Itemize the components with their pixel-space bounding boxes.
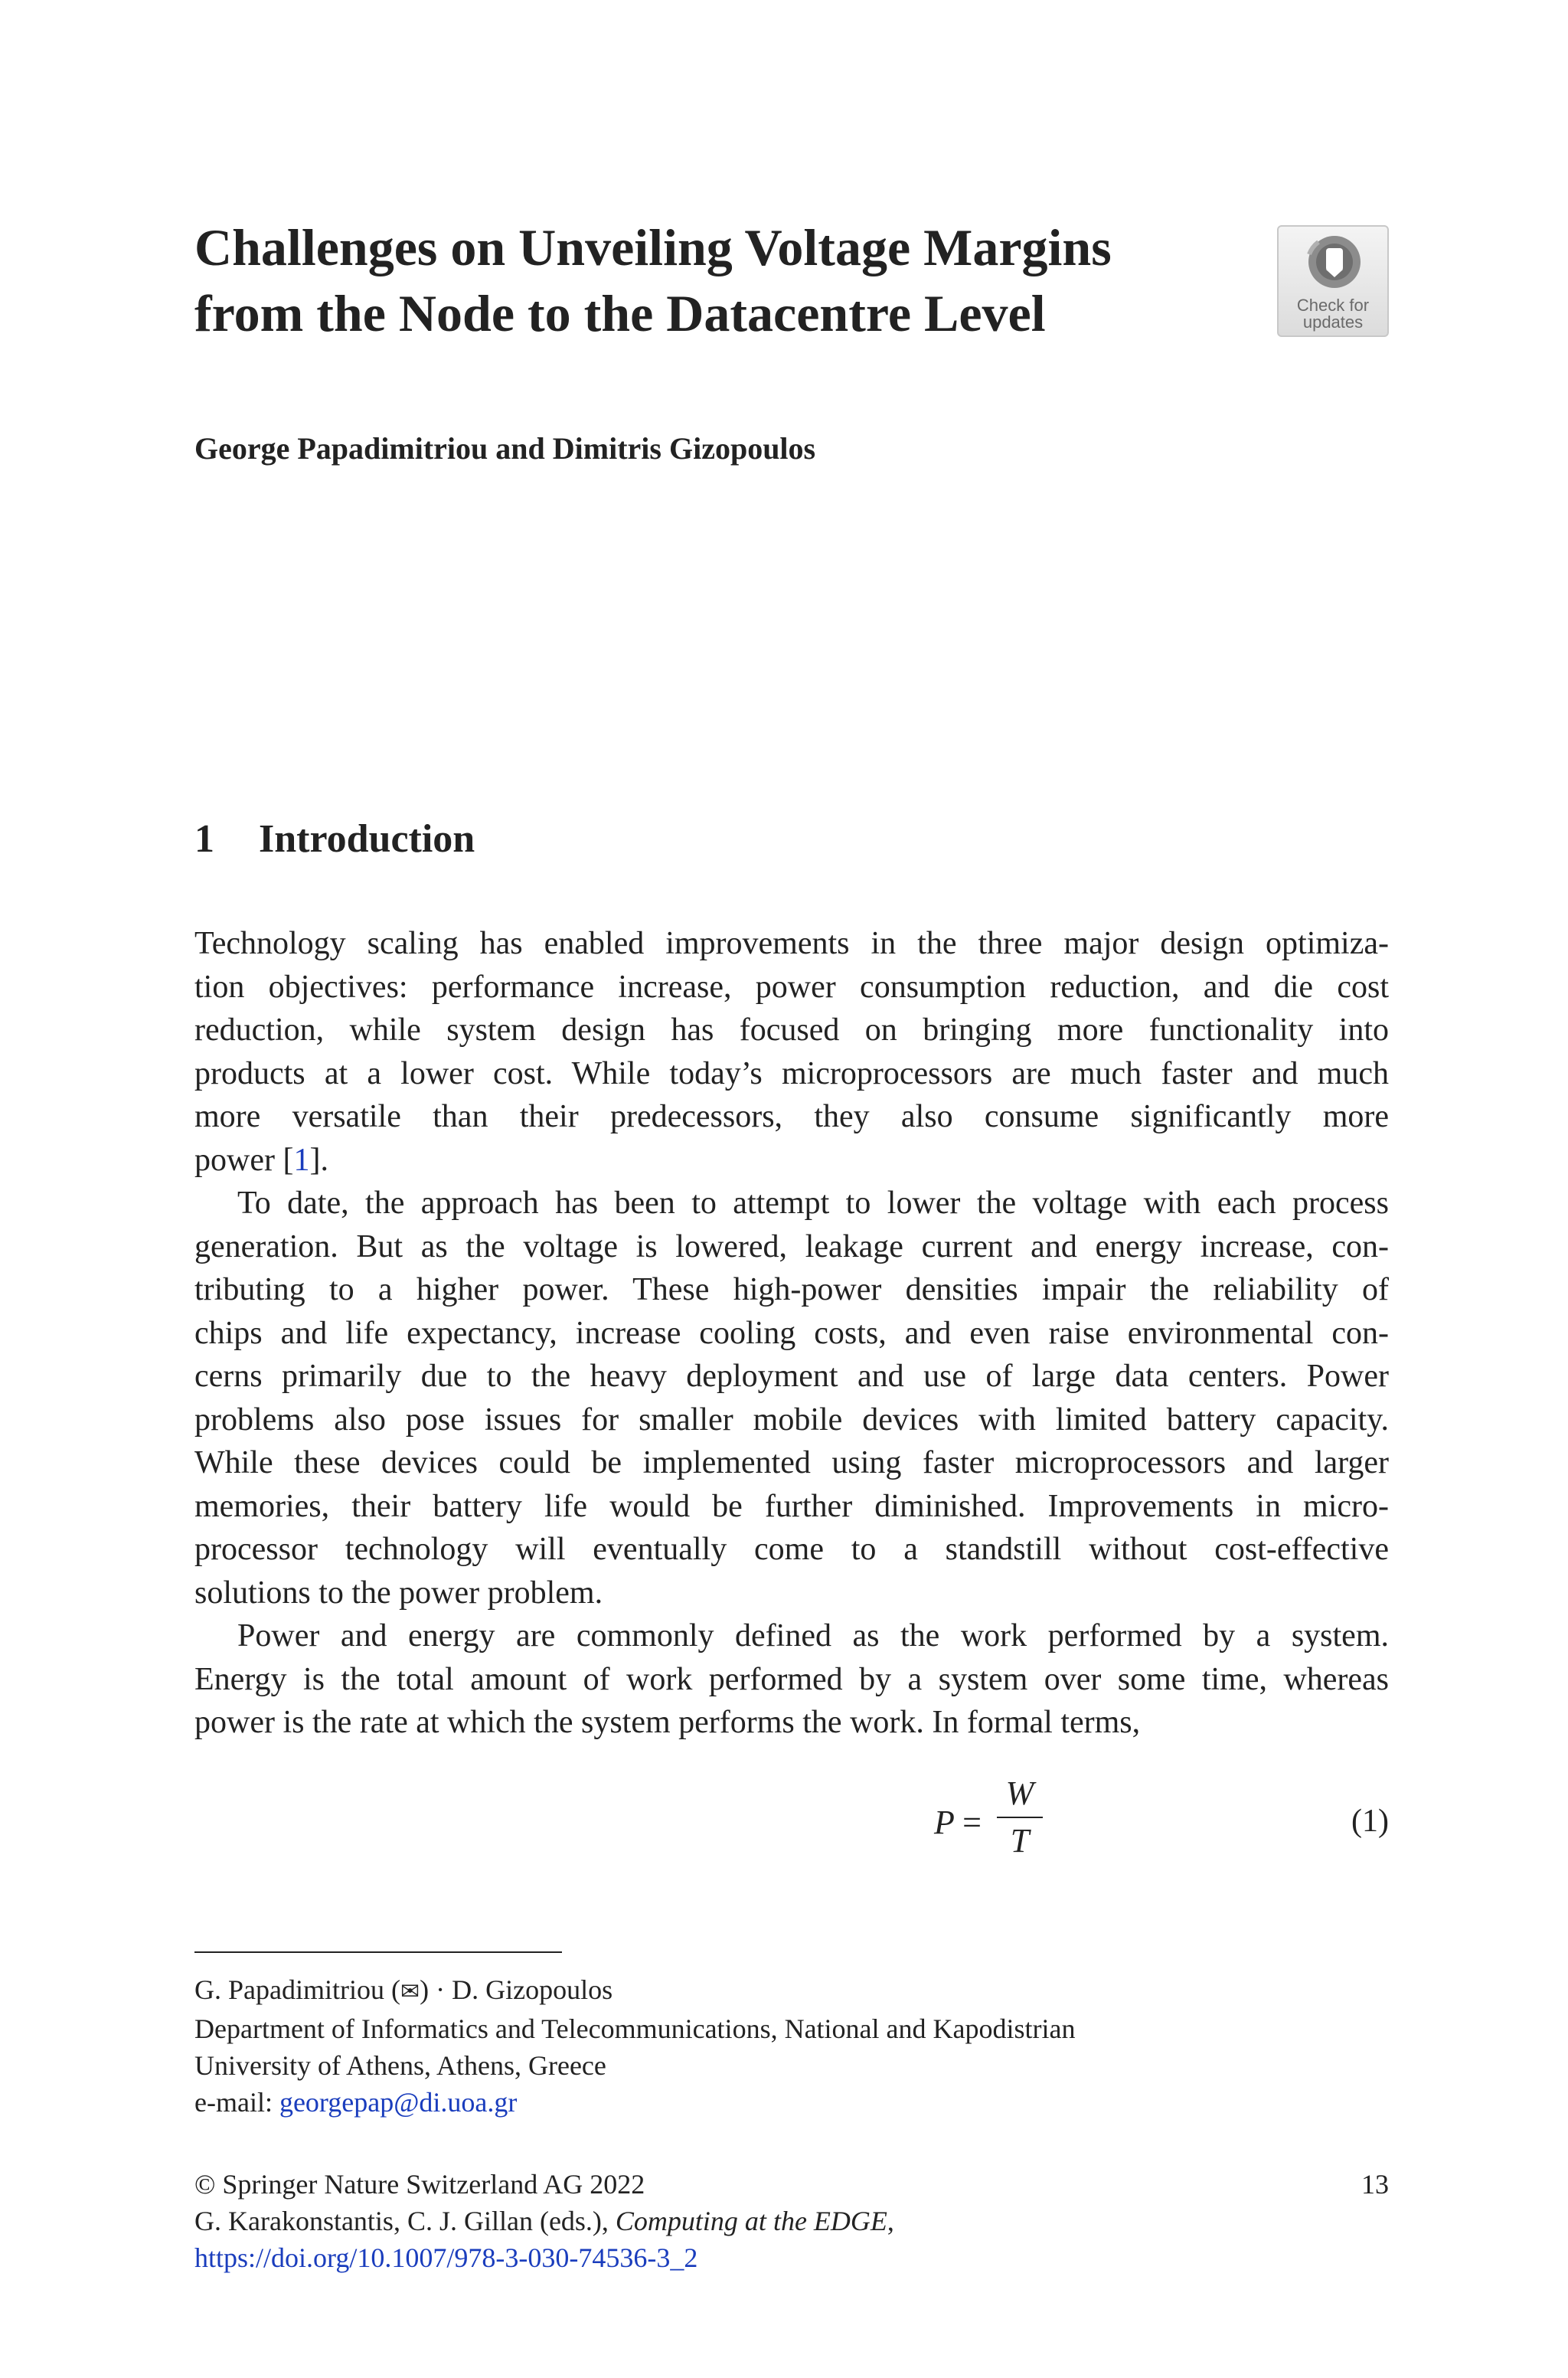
page-number: 13 (1361, 2169, 1389, 2200)
equation-fraction (997, 1774, 1043, 1861)
citation-suffix: , (887, 2206, 894, 2236)
footnote-email-row (194, 2084, 1075, 2121)
equation-number: (1) (1351, 1804, 1389, 1839)
footnote-names (194, 1971, 1075, 2010)
section-number: 1 (194, 817, 214, 861)
author-footnote (194, 1971, 1075, 2121)
paragraph-2-line: memories, their battery life would be further diminished. Improvements in micro- (194, 1488, 1389, 1524)
paragraph-1-line: products at a lower cost. While today’s microprocessors are much faster and much (194, 1055, 1389, 1091)
paragraph-1-line: reduction, while system design has focused on bringing more functionality into (194, 1012, 1389, 1048)
paragraph-1-line: more versatile than their predecessors, they also consume significantly more (194, 1099, 1389, 1134)
equation-numerator: W (1005, 1775, 1034, 1812)
copyright-block (194, 2166, 894, 2276)
footnote-names-suffix: ) · D. Gizopoulos (420, 1974, 613, 2005)
equation-denominator: T (1010, 1822, 1030, 1860)
paragraph-2-line: processor technology will eventually come to a standstill without cost-effective (194, 1532, 1389, 1567)
title-line-2: from the Node to the Datacentre Level (194, 284, 1046, 342)
paragraph-3-line: power is the rate at which the system performs the work. In formal terms, (194, 1705, 1141, 1740)
section-heading (194, 816, 475, 862)
body-text (194, 922, 1389, 1745)
title-line-1: Challenges on Unveiling Voltage Margins (194, 218, 1112, 276)
paragraph-1-last-line (194, 1139, 1389, 1182)
section-title: Introduction (259, 817, 475, 861)
paragraph-3-line: Energy is the total amount of work performed by a system over some time, whereas (194, 1661, 1389, 1697)
footnote-names-prefix: G. Papadimitriou ( (194, 1974, 400, 2005)
check-for-updates-badge[interactable] (1277, 225, 1389, 337)
envelope-icon: ✉ (400, 1978, 420, 2005)
authors: George Papadimitriou and Dimitris Gizopoulos (194, 431, 816, 466)
paragraph-2-line: problems also pose issues for smaller mobile devices with limited battery capacity. (194, 1402, 1389, 1438)
citation-editors: G. Karakonstantis, C. J. Gillan (eds.), (194, 2206, 616, 2236)
paper-title (194, 214, 1236, 346)
paragraph-2-line: To date, the approach has been to attempt to lower the voltage with each process (237, 1186, 1389, 1221)
email-label: e-mail: (194, 2087, 279, 2118)
paragraph-2-line: While these devices could be implemented using faster microprocessors and larger (194, 1445, 1389, 1480)
paragraph-2-line: solutions to the power problem. (194, 1575, 603, 1611)
citation-line (194, 2203, 894, 2239)
paragraph-2-line: tributing to a higher power. These high-power densities impair the reliability of (194, 1272, 1389, 1307)
paragraph-2-line: cerns primarily due to the heavy deployment and use of large data centers. Power (194, 1359, 1389, 1394)
fraction-bar (997, 1817, 1043, 1818)
paragraph-1-last-prefix: power [ (194, 1142, 294, 1178)
paragraph-2-line: chips and life expectancy, increase cooling costs, and even raise environmental con- (194, 1315, 1389, 1351)
equation-1 (194, 1774, 1389, 1873)
paragraph-2-line: generation. But as the voltage is lowered, leakage current and energy increase, con- (194, 1228, 1389, 1264)
paragraph-1-line: tion objectives: performance increase, power consumption reduction, and die cost (194, 969, 1389, 1005)
equation-lhs-symbol: P (934, 1804, 955, 1841)
equation-operator: = (962, 1804, 982, 1841)
paragraph-3-line: Power and energy are commonly defined as the work performed by a system. (237, 1618, 1389, 1653)
doi-link[interactable]: https://doi.org/10.1007/978-3-030-74536-3_2 (194, 2242, 698, 2273)
footnote-dept-line-1: Department of Informatics and Telecommunications, National and Kapodistrian (194, 2013, 1076, 2044)
paragraph-1-last-suffix: ]. (309, 1142, 328, 1178)
book-title: Computing at the EDGE (615, 2206, 887, 2236)
badge-label-line-1: Check for (1296, 296, 1370, 315)
email-link[interactable]: georgepap@di.uoa.gr (279, 2087, 518, 2118)
footnote-divider (194, 1951, 562, 1953)
badge-label (1279, 297, 1387, 331)
footnote-dept-line-2: University of Athens, Athens, Greece (194, 2050, 606, 2081)
equation-lhs (934, 1803, 982, 1842)
citation-link[interactable]: 1 (293, 1142, 310, 1178)
check-updates-icon (1279, 227, 1390, 297)
badge-label-line-2: updates (1302, 312, 1364, 332)
copyright-line: © Springer Nature Switzerland AG 2022 (194, 2169, 645, 2200)
paragraph-1-line: Technology scaling has enabled improvements in the three major design optimiza- (194, 926, 1389, 961)
